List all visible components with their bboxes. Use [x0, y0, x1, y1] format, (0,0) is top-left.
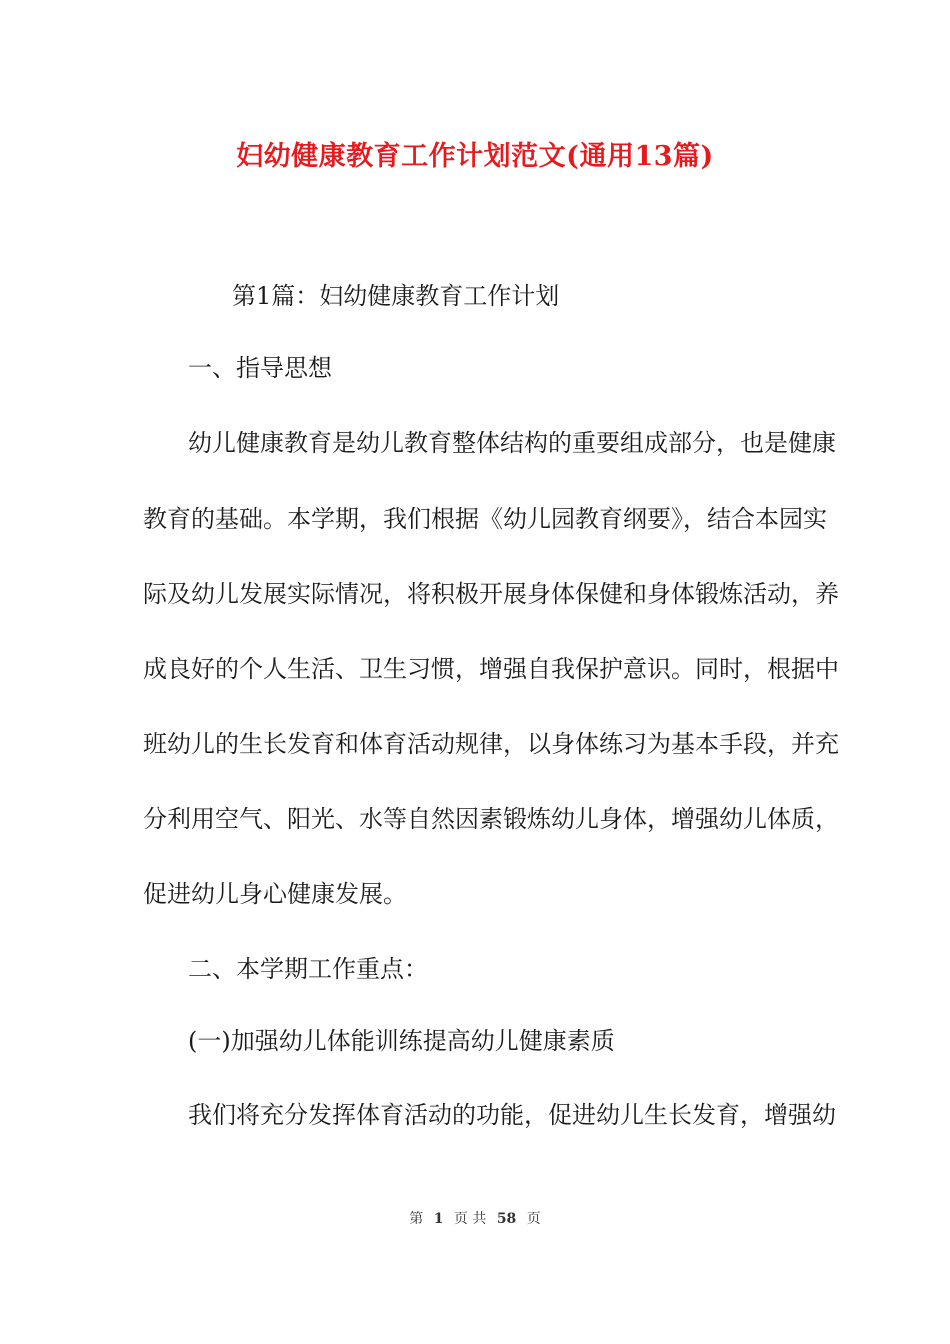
page-footer — [0, 1208, 950, 1228]
paragraph-line: 成良好的个人生活、卫生习惯，增强自我保护意识。同时，根据中 — [143, 655, 839, 683]
footer-prefix: 第 — [409, 1211, 424, 1227]
subsection-heading: (一)加强幼儿体能训练提高幼儿健康素质 — [188, 1027, 615, 1055]
document-title: 妇幼健康教育工作计划范文(通用13篇) — [236, 141, 714, 172]
footer-total-pages: 58 — [496, 1211, 517, 1227]
paragraph-line: 分利用空气、阳光、水等自然因素锻炼幼儿身体，增强幼儿体质， — [143, 805, 839, 833]
paragraph-line: 班幼儿的生长发育和体育活动规律，以身体练习为基本手段，并充 — [143, 730, 839, 758]
section-heading-guiding-ideology: 一、指导思想 — [188, 354, 332, 382]
paragraph-line: 促进幼儿身心健康发展。 — [143, 880, 407, 908]
section-heading-work-focus: 二、本学期工作重点： — [188, 955, 428, 983]
footer-middle: 页 共 — [453, 1211, 487, 1227]
chapter-heading: 第1篇：妇幼健康教育工作计划 — [232, 282, 560, 310]
footer-suffix: 页 — [526, 1211, 541, 1227]
footer-page-number: 1 — [433, 1211, 444, 1227]
paragraph-line: 际及幼儿发展实际情况，将积极开展身体保健和身体锻炼活动，养 — [143, 580, 839, 608]
paragraph-line: 教育的基础。本学期，我们根据《幼儿园教育纲要》，结合本园实 — [143, 505, 827, 533]
paragraph-line: 我们将充分发挥体育活动的功能，促进幼儿生长发育，增强幼 — [188, 1101, 836, 1129]
paragraph-line: 幼儿健康教育是幼儿教育整体结构的重要组成部分，也是健康 — [188, 429, 836, 457]
